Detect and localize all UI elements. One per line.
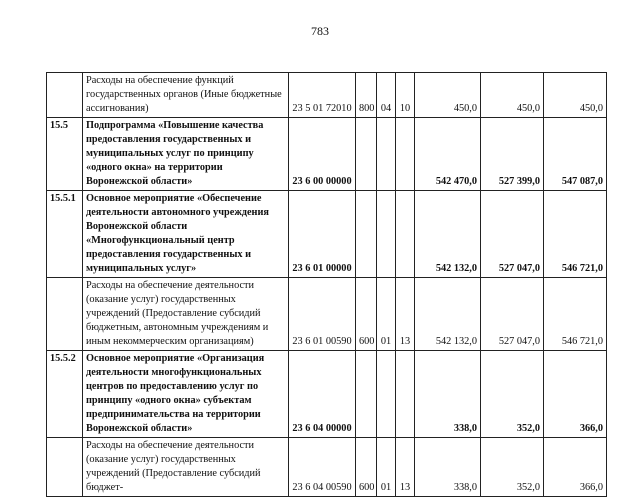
table-row (47, 73, 607, 118)
row-amount-year-1: 338,0 (415, 438, 481, 497)
row-section (377, 351, 396, 438)
row-description: Расходы на обеспечение деятельности (оказание услуг) государственных учреждений (Предоставление субсидий бюджет- (83, 438, 289, 497)
row-amount-year-1: 542 132,0 (415, 278, 481, 351)
row-number (47, 73, 83, 118)
row-subsection: 13 (396, 278, 415, 351)
row-subsection (396, 191, 415, 278)
row-budget-code: 23 6 04 00000 (289, 351, 356, 438)
row-amount-year-1: 450,0 (415, 73, 481, 118)
row-number (47, 438, 83, 497)
row-number: 15.5 (47, 118, 83, 191)
row-number: 15.5.1 (47, 191, 83, 278)
row-amount-year-2: 527 047,0 (481, 191, 544, 278)
budget-table-body (47, 73, 607, 497)
row-number (47, 278, 83, 351)
row-subsection: 13 (396, 438, 415, 497)
row-section: 04 (377, 73, 396, 118)
row-section (377, 191, 396, 278)
row-section: 01 (377, 278, 396, 351)
row-budget-code: 23 6 01 00590 (289, 278, 356, 351)
row-subsection (396, 351, 415, 438)
row-expense-type (356, 351, 377, 438)
row-budget-code: 23 6 01 00000 (289, 191, 356, 278)
table-row (47, 438, 607, 497)
row-amount-year-1: 542 132,0 (415, 191, 481, 278)
row-amount-year-2: 527 399,0 (481, 118, 544, 191)
table-row (47, 278, 607, 351)
row-amount-year-1: 542 470,0 (415, 118, 481, 191)
row-budget-code: 23 6 04 00590 (289, 438, 356, 497)
row-amount-year-3: 366,0 (544, 438, 607, 497)
row-number: 15.5.2 (47, 351, 83, 438)
row-description: Расходы на обеспечение деятельности (оказание услуг) государственных учреждений (Предоставление субсидий бюджетным, автономным учреждениям и иным некоммерческим организациям) (83, 278, 289, 351)
row-budget-code: 23 6 00 00000 (289, 118, 356, 191)
row-description: Основное мероприятие «Организация деятельности многофункциональных центров по предоставлению услуг по принципу «одного окна» субъектам предпринимательства на территории Воронежской области» (83, 351, 289, 438)
budget-table (46, 72, 607, 497)
row-amount-year-3: 547 087,0 (544, 118, 607, 191)
row-expense-type (356, 118, 377, 191)
row-amount-year-3: 546 721,0 (544, 191, 607, 278)
row-amount-year-1: 338,0 (415, 351, 481, 438)
row-amount-year-2: 527 047,0 (481, 278, 544, 351)
row-budget-code: 23 5 01 72010 (289, 73, 356, 118)
row-amount-year-2: 352,0 (481, 438, 544, 497)
row-subsection: 10 (396, 73, 415, 118)
row-amount-year-3: 366,0 (544, 351, 607, 438)
row-description: Основное мероприятие «Обеспечение деятельности автономного учреждения Воронежской области «Многофункциональный центр предоставления государственных и муниципальных услуг» (83, 191, 289, 278)
row-expense-type (356, 191, 377, 278)
row-amount-year-3: 450,0 (544, 73, 607, 118)
row-section: 01 (377, 438, 396, 497)
table-row (47, 191, 607, 278)
table-row (47, 118, 607, 191)
row-expense-type: 600 (356, 278, 377, 351)
row-expense-type: 800 (356, 73, 377, 118)
page-number: 783 (311, 24, 329, 38)
row-description: Расходы на обеспечение функций государственных органов (Иные бюджетные ассигнования) (83, 73, 289, 118)
row-amount-year-2: 352,0 (481, 351, 544, 438)
row-section (377, 118, 396, 191)
row-description: Подпрограмма «Повышение качества предоставления государственных и муниципальных услуг по принципу «одного окна» на территории Воронежской области» (83, 118, 289, 191)
row-subsection (396, 118, 415, 191)
row-amount-year-3: 546 721,0 (544, 278, 607, 351)
row-expense-type: 600 (356, 438, 377, 497)
table-row (47, 351, 607, 438)
row-amount-year-2: 450,0 (481, 73, 544, 118)
